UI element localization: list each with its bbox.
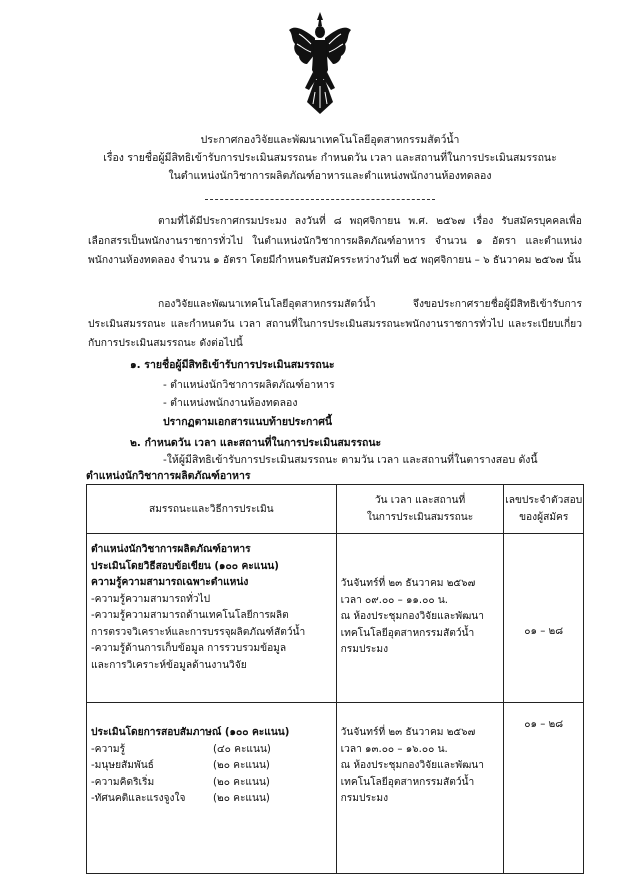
paragraph-1-text: ตามที่ได้มีประกาศกรมประมง ลงวันที่ ๘ พฤศจิกายน พ.ศ. ๒๕๖๗ เรื่อง รับสมัครบุคคลเพื่อเลือกสรรเป็นพนักงานราชการทั่วไป ในตำแหน่งนักวิชาการผลิตภัณฑ์อาหาร จำนวน ๑ อัตรา และตำแหน่งพนักงานห้องทดลอง จำนวน ๑ อัตรา โดยมีกำหนดรับสมัครระหว่างวันที่ ๒๕ พฤศจิกายน – ๖ ธันวาคม ๒๕๖๗ นั้น <box>88 215 582 266</box>
written-exam-schedule: วันจันทร์ที่ ๒๓ ธันวาคม ๒๕๖๗ เวลา ๐๙.๐๐ – ๑๑.๐๐ น. ณ ห้องประชุมกองวิจัยและพัฒนา เทคโนโลยีอุตสาหกรรมสัตว์น้ำ กรมประมง <box>336 534 504 703</box>
position-label: ตำแหน่งนักวิชาการผลิตภัณฑ์อาหาร <box>86 470 251 482</box>
interview-cell: ประเมินโดยการสอบสัมภาษณ์ (๑๐๐ คะแนน) -ความรู้ (๔๐ คะแนน) -มนุษยสัมพันธ์ (๒๐ คะแนน) -ความคิดริเริ่ม (๒๐ คะแนน) -ทัศนคติและแรงจูงใจ (๒๐ คะแนน) <box>87 703 337 874</box>
title-line-2: เรื่อง รายชื่อผู้มีสิทธิเข้ารับการประเมินสมรรถนะ กำหนดวัน เวลา และสถานที่ในการประเมินสมรรถนะ <box>103 152 557 164</box>
written-exam-ids: ๐๑ – ๒๘ <box>504 534 584 703</box>
header-schedule: วัน เวลา และสถานที่ ในการประเมินสมรรถนะ <box>336 485 504 534</box>
table-row <box>87 703 584 874</box>
header-competency: สมรรถนะและวิธีการประเมิน <box>87 485 337 534</box>
header-candidate-ids: เลขประจำตัวสอบ ของผู้สมัคร <box>504 485 584 534</box>
announcement-title <box>60 131 600 185</box>
table-row <box>87 534 584 703</box>
garuda-emblem-icon <box>287 10 353 116</box>
section-1-item-2: - ตำแหน่งพนักงานห้องทดลอง <box>163 397 298 409</box>
exam-schedule-table <box>86 484 584 874</box>
separator-line <box>205 199 435 200</box>
section-1-item-1: - ตำแหน่งนักวิชาการผลิตภัณฑ์อาหาร <box>163 379 335 391</box>
table-header-row <box>87 485 584 534</box>
title-line-1: ประกาศกองวิจัยและพัฒนาเทคโนโลยีอุตสาหกรรมสัตว์น้ำ <box>200 134 460 146</box>
paragraph-2-text: กองวิจัยและพัฒนาเทคโนโลยีอุตสาหกรรมสัตว์น้ำ จึงขอประกาศรายชื่อผู้มีสิทธิเข้ารับการประเมินสมรรถนะ และกำหนดวัน เวลา สถานที่ในการประเมินสมรรถนะพนักงานราชการทั่วไป และระเบียบเกี่ยวกับการประเมินสมรรถนะ ดังต่อไปนี้ <box>88 298 582 349</box>
section-2-intro: -ให้ผู้มีสิทธิเข้ารับการประเมินสมรรถนะ ตามวัน เวลา และสถานที่ในตารางสอบ ดังนี้ <box>163 454 538 466</box>
title-line-3: ในตำแหน่งนักวิชาการผลิตภัณฑ์อาหารและตำแหน่งพนักงานห้องทดลอง <box>168 170 492 182</box>
written-exam-cell: ตำแหน่งนักวิชาการผลิตภัณฑ์อาหาร ประเมินโดยวิธีสอบข้อเขียน (๑๐๐ คะแนน) ความรู้ความสามารถเฉพาะตำแหน่ง -ความรู้ความสามารถทั่วไป -ความรู้ความสามารถด้านเทคโนโลยีการผลิต การตรวจวิเคราะห์และการบรรจุผลิตภัณฑ์สัตว์น้ำ -ความรู้ด้านการเก็บข้อมูล การรวบรวมข้อมูล และการวิเคราะห์ข้อมูลด้านงานวิจัย <box>87 534 337 703</box>
paragraph-announcement <box>88 295 582 354</box>
section-1-heading: ๑. รายชื่อผู้มีสิทธิเข้ารับการประเมินสมรรถนะ <box>130 359 335 371</box>
paragraph-background <box>88 212 582 271</box>
section-1-note: ปรากฏตามเอกสารแนบท้ายประกาศนี้ <box>163 416 333 428</box>
section-2-heading: ๒. กำหนดวัน เวลา และสถานที่ในการประเมินสมรรถนะ <box>130 437 382 449</box>
interview-schedule: วันจันทร์ที่ ๒๓ ธันวาคม ๒๕๖๗ เวลา ๑๓.๐๐ – ๑๖.๐๐ น. ณ ห้องประชุมกองวิจัยและพัฒนา เทคโนโลยีอุตสาหกรรมสัตว์น้ำ กรมประมง <box>336 703 504 874</box>
interview-ids: ๐๑ – ๒๘ <box>504 703 584 874</box>
